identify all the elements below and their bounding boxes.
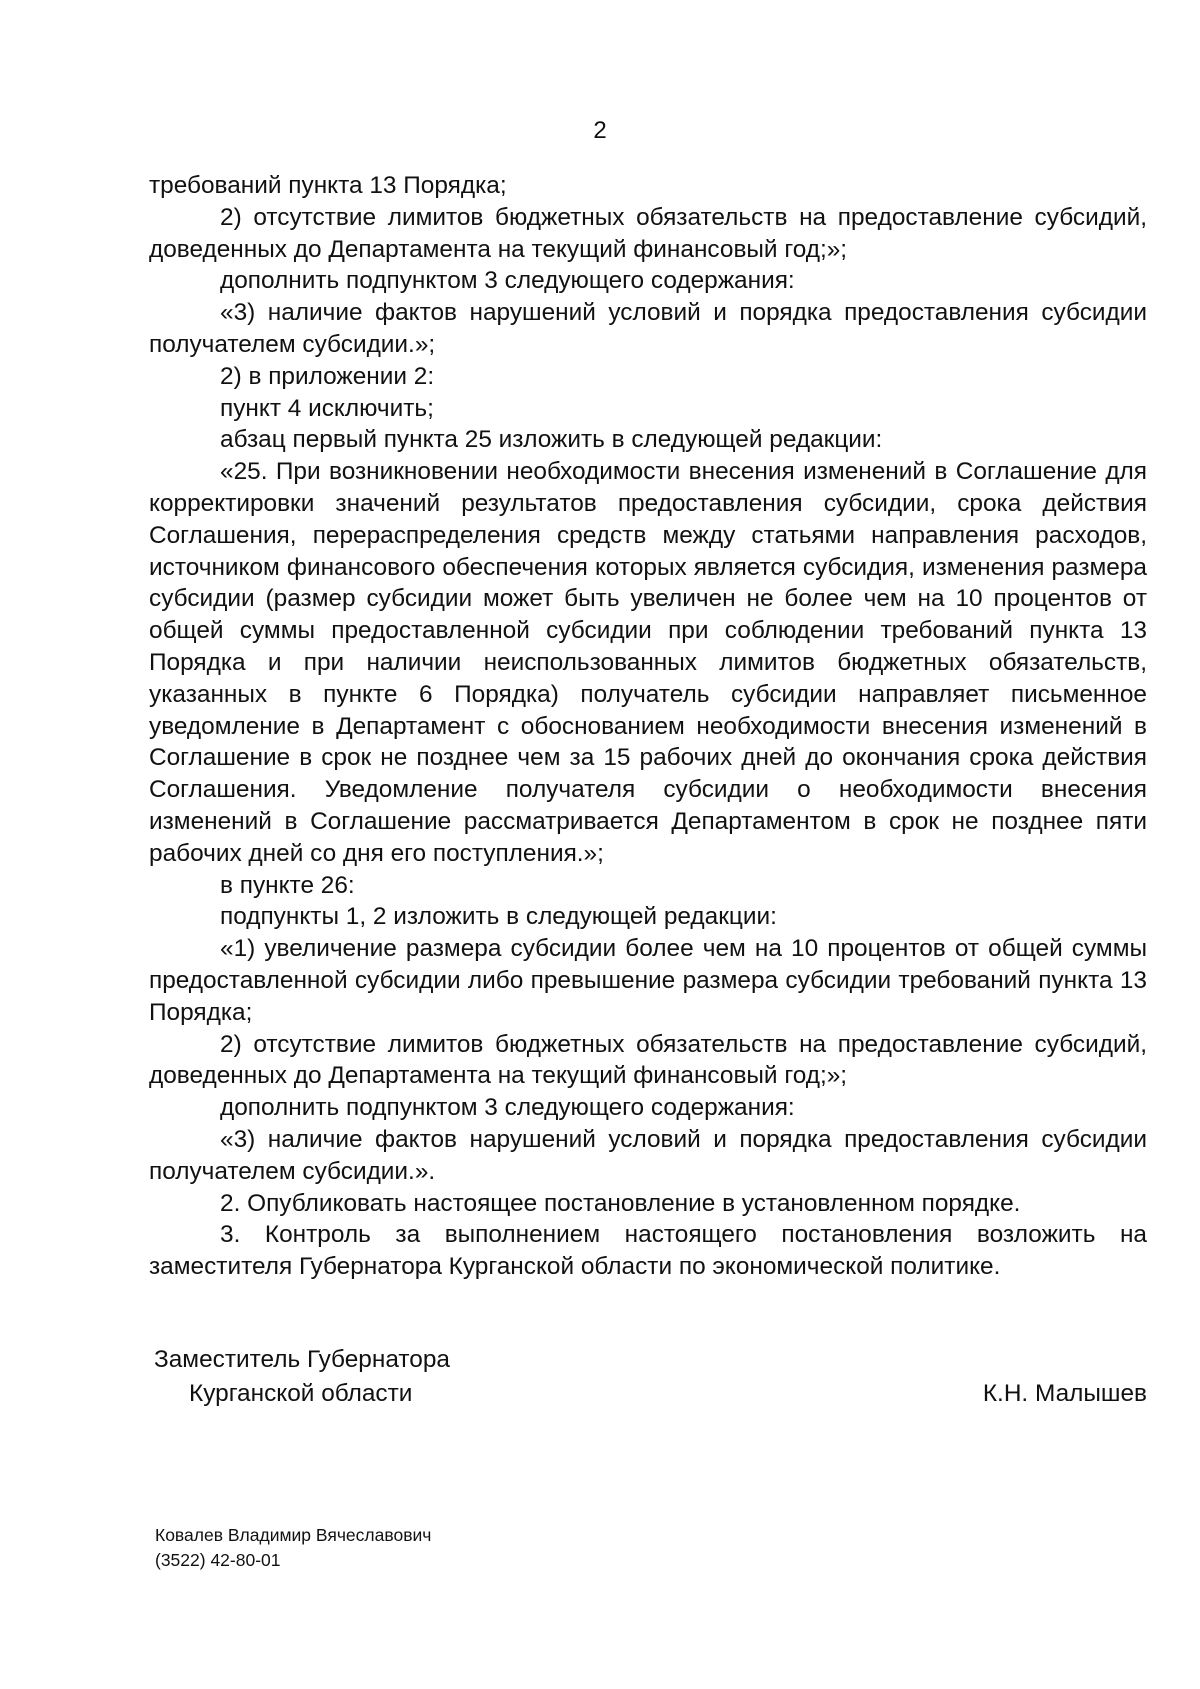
- paragraph: требований пункта 13 Порядка;: [149, 172, 507, 199]
- signature-name: К.Н. Малышев: [982, 1380, 1147, 1407]
- document-body: [149, 170, 1147, 1283]
- signature-title: [154, 1343, 450, 1411]
- paragraph: 3. Контроль за выполнением настоящего постановления возложить на заместителя Губернатора Курганской области по экономической политике.: [149, 1221, 1147, 1281]
- paragraph: 2) отсутствие лимитов бюджетных обязательств на предоставление субсидий, доведенных до Департамента на текущий финансовый год;»;: [149, 203, 1147, 263]
- paragraph: дополнить подпунктом 3 следующего содержания:: [220, 1094, 795, 1122]
- paragraph: в пункте 26:: [220, 871, 355, 899]
- paragraph: «3) наличие фактов нарушений условий и порядка предоставления субсидии получателем субсидии.»;: [149, 299, 1147, 358]
- paragraph: «25. При возникновении необходимости внесения изменений в Соглашение для корректировки значений результатов предоставления субсидии, срока действия Соглашения, перераспределения средств между статьями направления расходов, источником финансового обеспечения которых является субсидия, изменения размера субсидии (размер субсидии может быть увеличен не более чем на 10 процентов от общей суммы предоставленной субсидии при соблюдении требований пункта 13 Порядка и при наличии неиспользованных лимитов бюджетных обязательств, указанных в пункте 6 Порядка) получатель субсидии направляет письменное уведомление в Департамент с обоснованием необходимости внесения изменений в Соглашение в срок не позднее чем за 15 рабочих дней до окончания срока действия Соглашения. Уведомление получателя субсидии о необходимости внесения изменений в Соглашение рассматривается Департаментом в срок не позднее пяти рабочих дней со дня его поступления.»;: [149, 458, 1147, 867]
- paragraph: абзац первый пункта 25 изложить в следующей редакции:: [220, 426, 883, 454]
- paragraph: дополнить подпунктом 3 следующего содержания:: [220, 267, 795, 295]
- paragraph: «3) наличие фактов нарушений условий и порядка предоставления субсидии получателем субсидии.».: [149, 1125, 1147, 1185]
- paragraph: подпункты 1, 2 изложить в следующей редакции:: [220, 903, 777, 931]
- paragraph: «1) увеличение размера субсидии более чем на 10 процентов от общей суммы предоставленной субсидии либо превышение размера субсидии требований пункта 13 Порядка;: [149, 935, 1147, 1026]
- paragraph: 2. Опубликовать настоящее постановление в установленном порядке.: [220, 1189, 1021, 1217]
- paragraph: пункт 4 исключить;: [220, 394, 434, 422]
- executor-name: Ковалев Владимир Вячеславович: [155, 1525, 432, 1545]
- signature-title-line2: Курганской области: [189, 1380, 413, 1407]
- page-number: 2: [593, 117, 607, 144]
- executor-phone: (3522) 42-80-01: [155, 1550, 281, 1570]
- executor-info: [155, 1523, 431, 1573]
- signature-title-line1: Заместитель Губернатора: [154, 1346, 450, 1373]
- paragraph: 2) отсутствие лимитов бюджетных обязательств на предоставление субсидий, доведенных до Департамента на текущий финансовый год;»;: [149, 1030, 1147, 1090]
- paragraph: 2) в приложении 2:: [220, 362, 435, 390]
